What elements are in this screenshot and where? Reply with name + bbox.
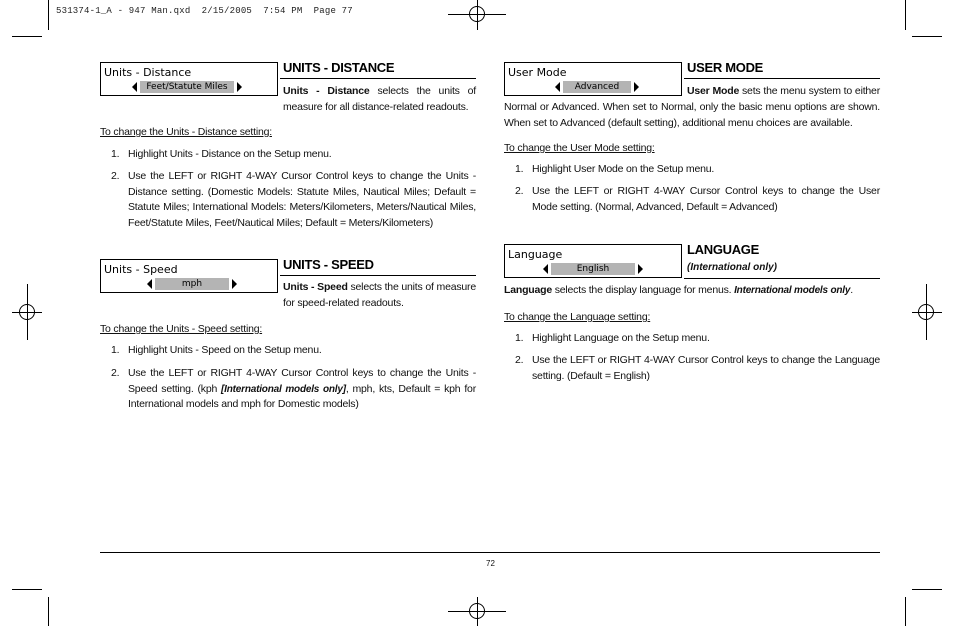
left-arrow-icon [132,82,137,92]
howto-heading: To change the Language setting: [504,311,651,323]
menu-label: User Mode [508,66,567,79]
howto-heading: To change the User Mode setting: [504,142,655,154]
footer-rule [100,552,880,553]
right-arrow-icon [237,82,242,92]
menu-value: Advanced [563,81,631,93]
section-description: User Mode sets the menu system to either Normal or Advanced. When set to Normal, only the basic menu options are shown. When set to Advanced (default setting), additional menu choices are available. [504,85,880,129]
crop-mark [48,0,49,30]
registration-circle-icon [469,6,485,22]
menu-value-selector[interactable] [132,81,242,93]
step-item: 1. Highlight Units - Speed on the Setup menu. [111,344,322,356]
crop-mark [905,597,906,626]
registration-circle-icon [19,304,35,320]
left-arrow-icon [147,279,152,289]
section-description: Units - Speed selects the units of measure for speed-related readouts. [283,281,476,309]
left-arrow-icon [543,264,548,274]
step-item: 2. Use the LEFT or RIGHT 4-WAY Cursor Control keys to change the Units - Speed setting. (kph [International models only], mph, kts, Default = kph for International models and mph for Domestic models) [111,367,476,410]
section-description: Language selects the display language for menus. International models only. [504,284,853,296]
units-speed-menu-box [100,259,278,293]
section-subtitle: (International only) [687,262,777,273]
section-title: UNITS - DISTANCE [283,60,395,75]
menu-value: mph [155,278,229,290]
title-rule [280,275,476,276]
section-title: USER MODE [687,60,764,75]
crop-mark [905,0,906,30]
registration-circle-icon [918,304,934,320]
crop-mark [912,589,942,590]
crop-mark [12,589,42,590]
section-title: LANGUAGE [687,242,759,257]
step-item: 1. Highlight Units - Distance on the Setup menu. [111,148,332,160]
howto-heading: To change the Units - Distance setting: [100,126,272,138]
step-item: 2. Use the LEFT or RIGHT 4-WAY Cursor Control keys to change the Units - Distance setting. (Domestic Models: Statute Miles, Nautical Miles; Default = Statute Miles; International Models: Meters/Kilometers, Meters/Nautical Miles, Feet/Statute Miles, Feet/Nautical Miles; Default = Meters/Kilometers) [111,170,476,229]
menu-value: Feet/Statute Miles [140,81,234,93]
menu-label: Units - Distance [104,66,192,79]
step-item: 1. Highlight User Mode on the Setup menu. [515,163,715,175]
units-distance-menu-box [100,62,278,96]
registration-circle-icon [469,603,485,619]
language-menu-box [504,244,682,278]
print-slug: 531374-1_A - 947 Man.qxd 2/15/2005 7:54 PM Page 77 [56,6,353,16]
title-rule [684,278,880,279]
howto-heading: To change the Units - Speed setting: [100,323,263,335]
page-number: 72 [486,559,495,568]
section-title: UNITS - SPEED [283,257,374,272]
step-item: 2. Use the LEFT or RIGHT 4-WAY Cursor Control keys to change the Language setting. (Default = English) [515,354,880,382]
right-arrow-icon [638,264,643,274]
menu-value-selector[interactable] [147,278,237,290]
step-item: 2. Use the LEFT or RIGHT 4-WAY Cursor Control keys to change the User Mode setting. (Normal, Advanced, Default = Advanced) [515,185,880,213]
section-description: Units - Distance selects the units of measure for all distance-related readouts. [283,85,476,113]
title-rule [684,78,880,79]
crop-mark [12,36,42,37]
menu-value: English [551,263,635,275]
right-arrow-icon [232,279,237,289]
title-rule [280,78,476,79]
menu-value-selector[interactable] [543,263,643,275]
step-item: 1. Highlight Language on the Setup menu. [515,332,710,344]
crop-mark [912,36,942,37]
crop-mark [48,597,49,626]
menu-label: Units - Speed [104,263,178,276]
menu-label: Language [508,248,563,261]
